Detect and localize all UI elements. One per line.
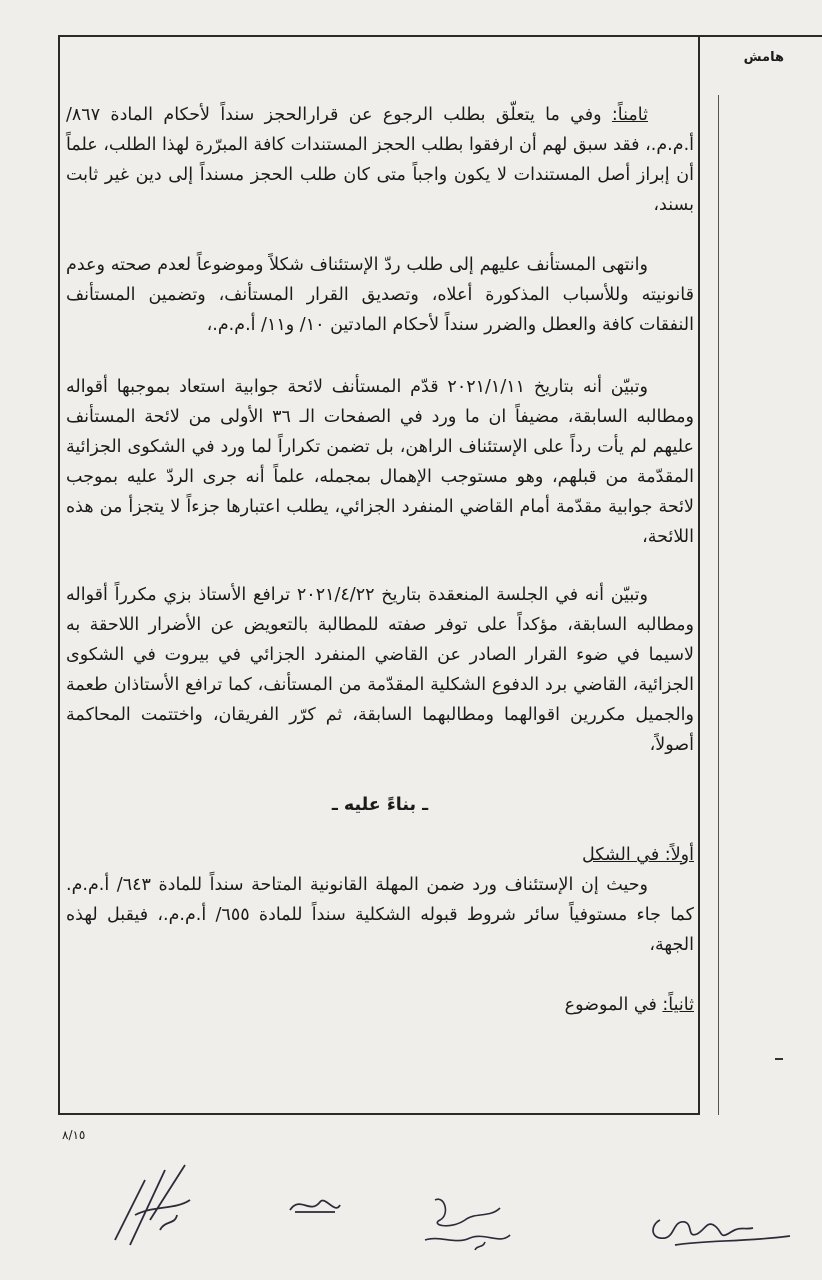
- frame-bottom-line: [58, 1113, 698, 1115]
- page-number: ٨/١٥: [62, 1128, 86, 1142]
- frame-top-line: [58, 35, 822, 37]
- section-form-label: أولاً: في الشكل: [582, 845, 694, 865]
- section-heading-therefore: ـ بناءً عليه ـ: [331, 795, 429, 815]
- margin-label: هامش: [743, 50, 784, 65]
- signature-3: [405, 1190, 520, 1260]
- paragraph-eighth-text: وفي ما يتعلّق بطلب الرجوع عن قرارالحجز سنداً لأحكام المادة ٨٦٧/ أ.م.م.، فقد سبق لهم أن ارفقوا بطلب الحجز المستندات كافة المبرّرة لهذا الطلب، علماً أن إبراز أصل المستندات لا يكون واجباً متى كان طلب الحجز مسنداً إلى دين غير ثابت بسند،: [66, 105, 694, 215]
- section-form-text: وحيث إن الإستئناف ورد ضمن المهلة القانونية المتاحة سنداً للمادة ٦٤٣/ أ.م.م. كما جاء مستوفياً سائر شروط قبوله الشكلية سنداً للمادة ٦٥٥/ أ.م.م.، فيقبل لهذه الجهة،: [66, 875, 694, 955]
- signature-2: [285, 1190, 345, 1220]
- paragraph-hearing: وتبيّن أنه في الجلسة المنعقدة بتاريخ ٢٠٢١/٤/٢٢ ترافع الأستاذ بزي مكرراً أقواله ومطالبه السابقة، مؤكداً على توفر صفته للمطالبة بالتعويض عن الأضرار اللاحقة به لاسيما في ضوء القرار الصادر عن القاضي المنفرد الجزائي في بيروت في الشكوى الجزائية، القاضي برد الدفوع الشكلية المقدّمة من المستأنف، كما ترافع الأستاذان طعمة والجميل مكررين اقوالهما ومطالبهما السابقة، ثم كرّر الفريقان، واختتمت المحاكمة أصولاً،: [66, 585, 694, 755]
- signature-4: [645, 1200, 795, 1255]
- margin-inner-line: [718, 95, 719, 1115]
- margin-dash-mark: [775, 1058, 783, 1060]
- frame-left-line: [58, 35, 60, 1115]
- section-substance-label: ثانياً: في الموضوع: [564, 995, 694, 1015]
- document-body: [66, 100, 694, 1020]
- paragraph-eighth: [66, 100, 694, 220]
- paragraph-respondents-conclusion: وانتهى المستأنف عليهم إلى طلب ردّ الإستئناف شكلاً وموضوعاً لعدم صحته وعدم قانونيته وللأسباب المذكورة أعلاه، وتصديق القرار المستأنف، وتضمين المستأنف النفقات كافة والعطل والضرر سنداً لأحكام المادتين ١٠/ و١١/ أ.م.م.،: [66, 255, 694, 335]
- signature-1: [105, 1160, 200, 1250]
- margin-divider-line: [698, 35, 700, 1115]
- paragraph-reply-brief: وتبيّن أنه بتاريخ ٢٠٢١/١/١١ قدّم المستأنف لائحة جوابية استعاد بموجبها أقواله ومطالبه السابقة، مضيفاً ان ما ورد في الصفحات الـ ٣٦ الأولى من لائحة المستأنف عليهم لم يأت رداً على الإستئناف الراهن، بل تضمن تكراراً لما ورد في الشكوى الجزائية المقدّمة من قبلهم، وهو مستوجب الإهمال بمجمله، علماً أنه جرى الردّ عليه بموجب لائحة جوابية مقدّمة أمام القاضي المنفرد الجزائي، يطلب اعتبارها جزءاً لا يتجزأ من هذه اللائحة،: [66, 377, 694, 547]
- paragraph-eighth-label: ثامناً:: [611, 105, 648, 125]
